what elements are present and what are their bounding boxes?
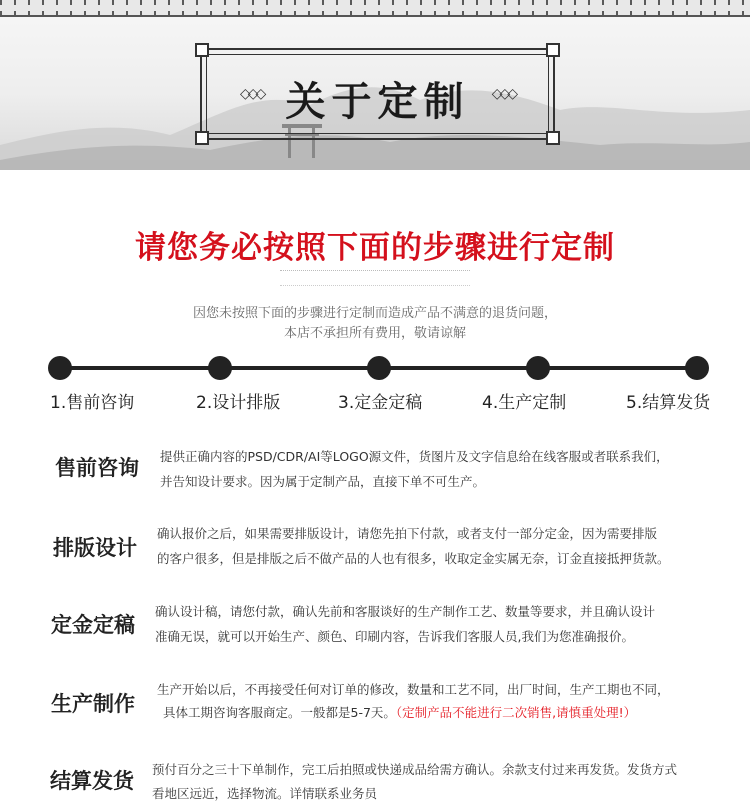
page-title: 关于定制 [285,78,470,125]
step-5-dot [685,356,709,380]
step-4-dot [526,356,550,380]
detail-title-presale: 售前咨询 [55,456,139,480]
detail-title-layout: 排版设计 [53,536,137,560]
step-4-label: 4.生产定制 [482,393,567,413]
detail-text-production-2 [163,700,636,725]
notice-line-2: 本店不承担所有费用，敬请谅解 [283,326,466,341]
detail-text-production-1: 生产开始以后，不再接受任何对订单的修改，数量和工艺不同，出厂时间，生产工期也不同， [157,682,670,697]
production-schedule-text: 具体工期咨询客服商定。一般都是5-7天。 [163,705,396,720]
headline: 请您务必按照下面的步骤进行定制 [135,230,615,266]
detail-text-deposit-1: 确认设计稿，请您付款，确认先前和客服谈好的生产制作工艺、数量等要求，并且确认设计 [155,604,656,619]
banner [0,0,750,170]
detail-text-layout-2: 的客户很多，但是排版之后不做产品的人也有很多，收取定金实属无奈，订金直接抵押货款。 [157,551,670,566]
diamond-ornament-left: ◇◇◇ [240,86,264,102]
step-2-label: 2.设计排版 [196,393,281,413]
detail-title-settlement: 结算发货 [50,769,134,793]
notice-line-1: 因您未按照下面的步骤进行定制而造成产品不满意的退货问题， [192,306,557,321]
fret-border-pattern [0,0,750,17]
diamond-ornament-right: ◇◇◇ [491,86,515,102]
decorative-divider [280,270,470,286]
detail-text-settlement-1: 预付百分之三十下单制作，完工后拍照或快递成品给需方确认。余款支付过来再发货。发货方式 [152,762,678,777]
step-5-label: 5.结算发货 [626,393,711,413]
detail-title-production: 生产制作 [51,692,135,716]
step-1-dot [48,356,72,380]
step-3-label: 3.定金定稿 [338,393,423,413]
detail-text-settlement-2: 看地区远近，选择物流。详情联系业务员 [152,786,378,801]
step-2-dot [208,356,232,380]
detail-text-presale-2: 并告知设计要求。因为属于定制产品，直接下单不可生产。 [160,474,486,489]
detail-title-deposit: 定金定稿 [51,613,135,637]
detail-text-layout-1: 确认报价之后，如果需要排版设计，请您先拍下付款，或者支付一部分定金，因为需要排版 [157,526,658,541]
step-1-label: 1.售前咨询 [50,393,135,413]
resale-warning: （定制产品不能进行二次销售,请慎重处理!） [395,705,637,720]
detail-text-deposit-2: 准确无误，就可以开始生产、颜色、印刷内容，告诉我们客服人员,我们为您准确报价。 [155,629,634,644]
title-frame [200,48,555,140]
detail-text-presale-1: 提供正确内容的PSD/CDR/AI等LOGO源文件，货图片及文字信息给在线客服或者联系我们， [160,449,669,464]
step-3-dot [367,356,391,380]
